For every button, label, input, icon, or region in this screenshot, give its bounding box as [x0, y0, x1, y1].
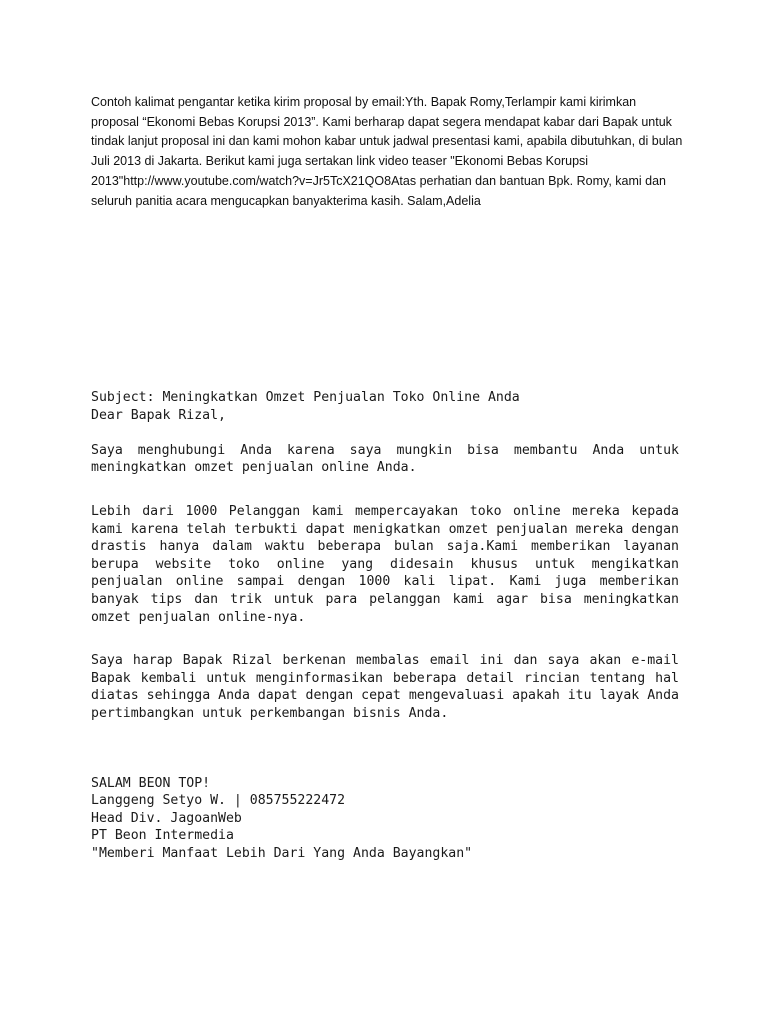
email-paragraph-1: Saya menghubungi Anda karena saya mungkin bisa membantu Anda untuk meningkatkan omzet penjualan online Anda.	[91, 442, 679, 476]
signature-name-phone: Langgeng Setyo W. | 085755222472	[91, 793, 346, 809]
email-signature	[91, 775, 679, 863]
email-letter	[91, 389, 679, 862]
signature-tagline: "Memberi Manfaat Lebih Dari Yang Anda Bayangkan"	[91, 845, 473, 861]
email-greeting: Dear Bapak Rizal,	[91, 407, 226, 423]
signature-company: PT Beon Intermedia	[91, 828, 234, 844]
email-subject: Subject: Meningkatkan Omzet Penjualan Toko Online Anda	[91, 390, 520, 405]
intro-paragraph: Contoh kalimat pengantar ketika kirim proposal by email:Yth. Bapak Romy,Terlampir kami kirimkan proposal “Ekonomi Bebas Korupsi 2013”. Kami berharap dapat segera mendapat kabar dari Bapak untuk tindak lanjut proposal ini dan kami mohon kabar untuk jadwal presentasi kami, apabila dibutuhkan, di bulan Juli 2013 di Jakarta. Berikut kami juga sertakan link video teaser "Ekonomi Bebas Korupsi 2013"http://www.youtube.com/watch?v=Jr5TcX21QO8Atas perhatian dan bantuan Bpk. Romy, kami dan seluruh panitia acara mengucapkan banyakterima kasih. Salam,Adelia	[91, 95, 683, 208]
signature-position: Head Div. JagoanWeb	[91, 810, 242, 826]
email-paragraph-2: Lebih dari 1000 Pelanggan kami mempercayakan toko online mereka kepada kami karena telah terbukti dapat menigkatkan omzet penjualan mereka dengan drastis hanya dalam waktu beberapa bulan saja.Kami memberikan layanan berupa website toko online yang didesain khusus untuk mengikatkan penjualan online sampai dengan 1000 kali lipat. Kami juga memberikan banyak tips dan trik untuk para pelanggan kami agar bisa meningkatkan omzet penjualan online-nya.	[91, 503, 679, 625]
email-paragraph-3: Saya harap Bapak Rizal berkenan membalas email ini dan saya akan e-mail Bapak kembali untuk menginformasikan beberapa detail rincian tentang hal diatas sehingga Anda dapat dengan cepat mengevaluasi apakah itu layak Anda pertimbangkan untuk perkembangan bisnis Anda.	[91, 653, 679, 721]
signature-closing: SALAM BEON TOP!	[91, 775, 211, 791]
